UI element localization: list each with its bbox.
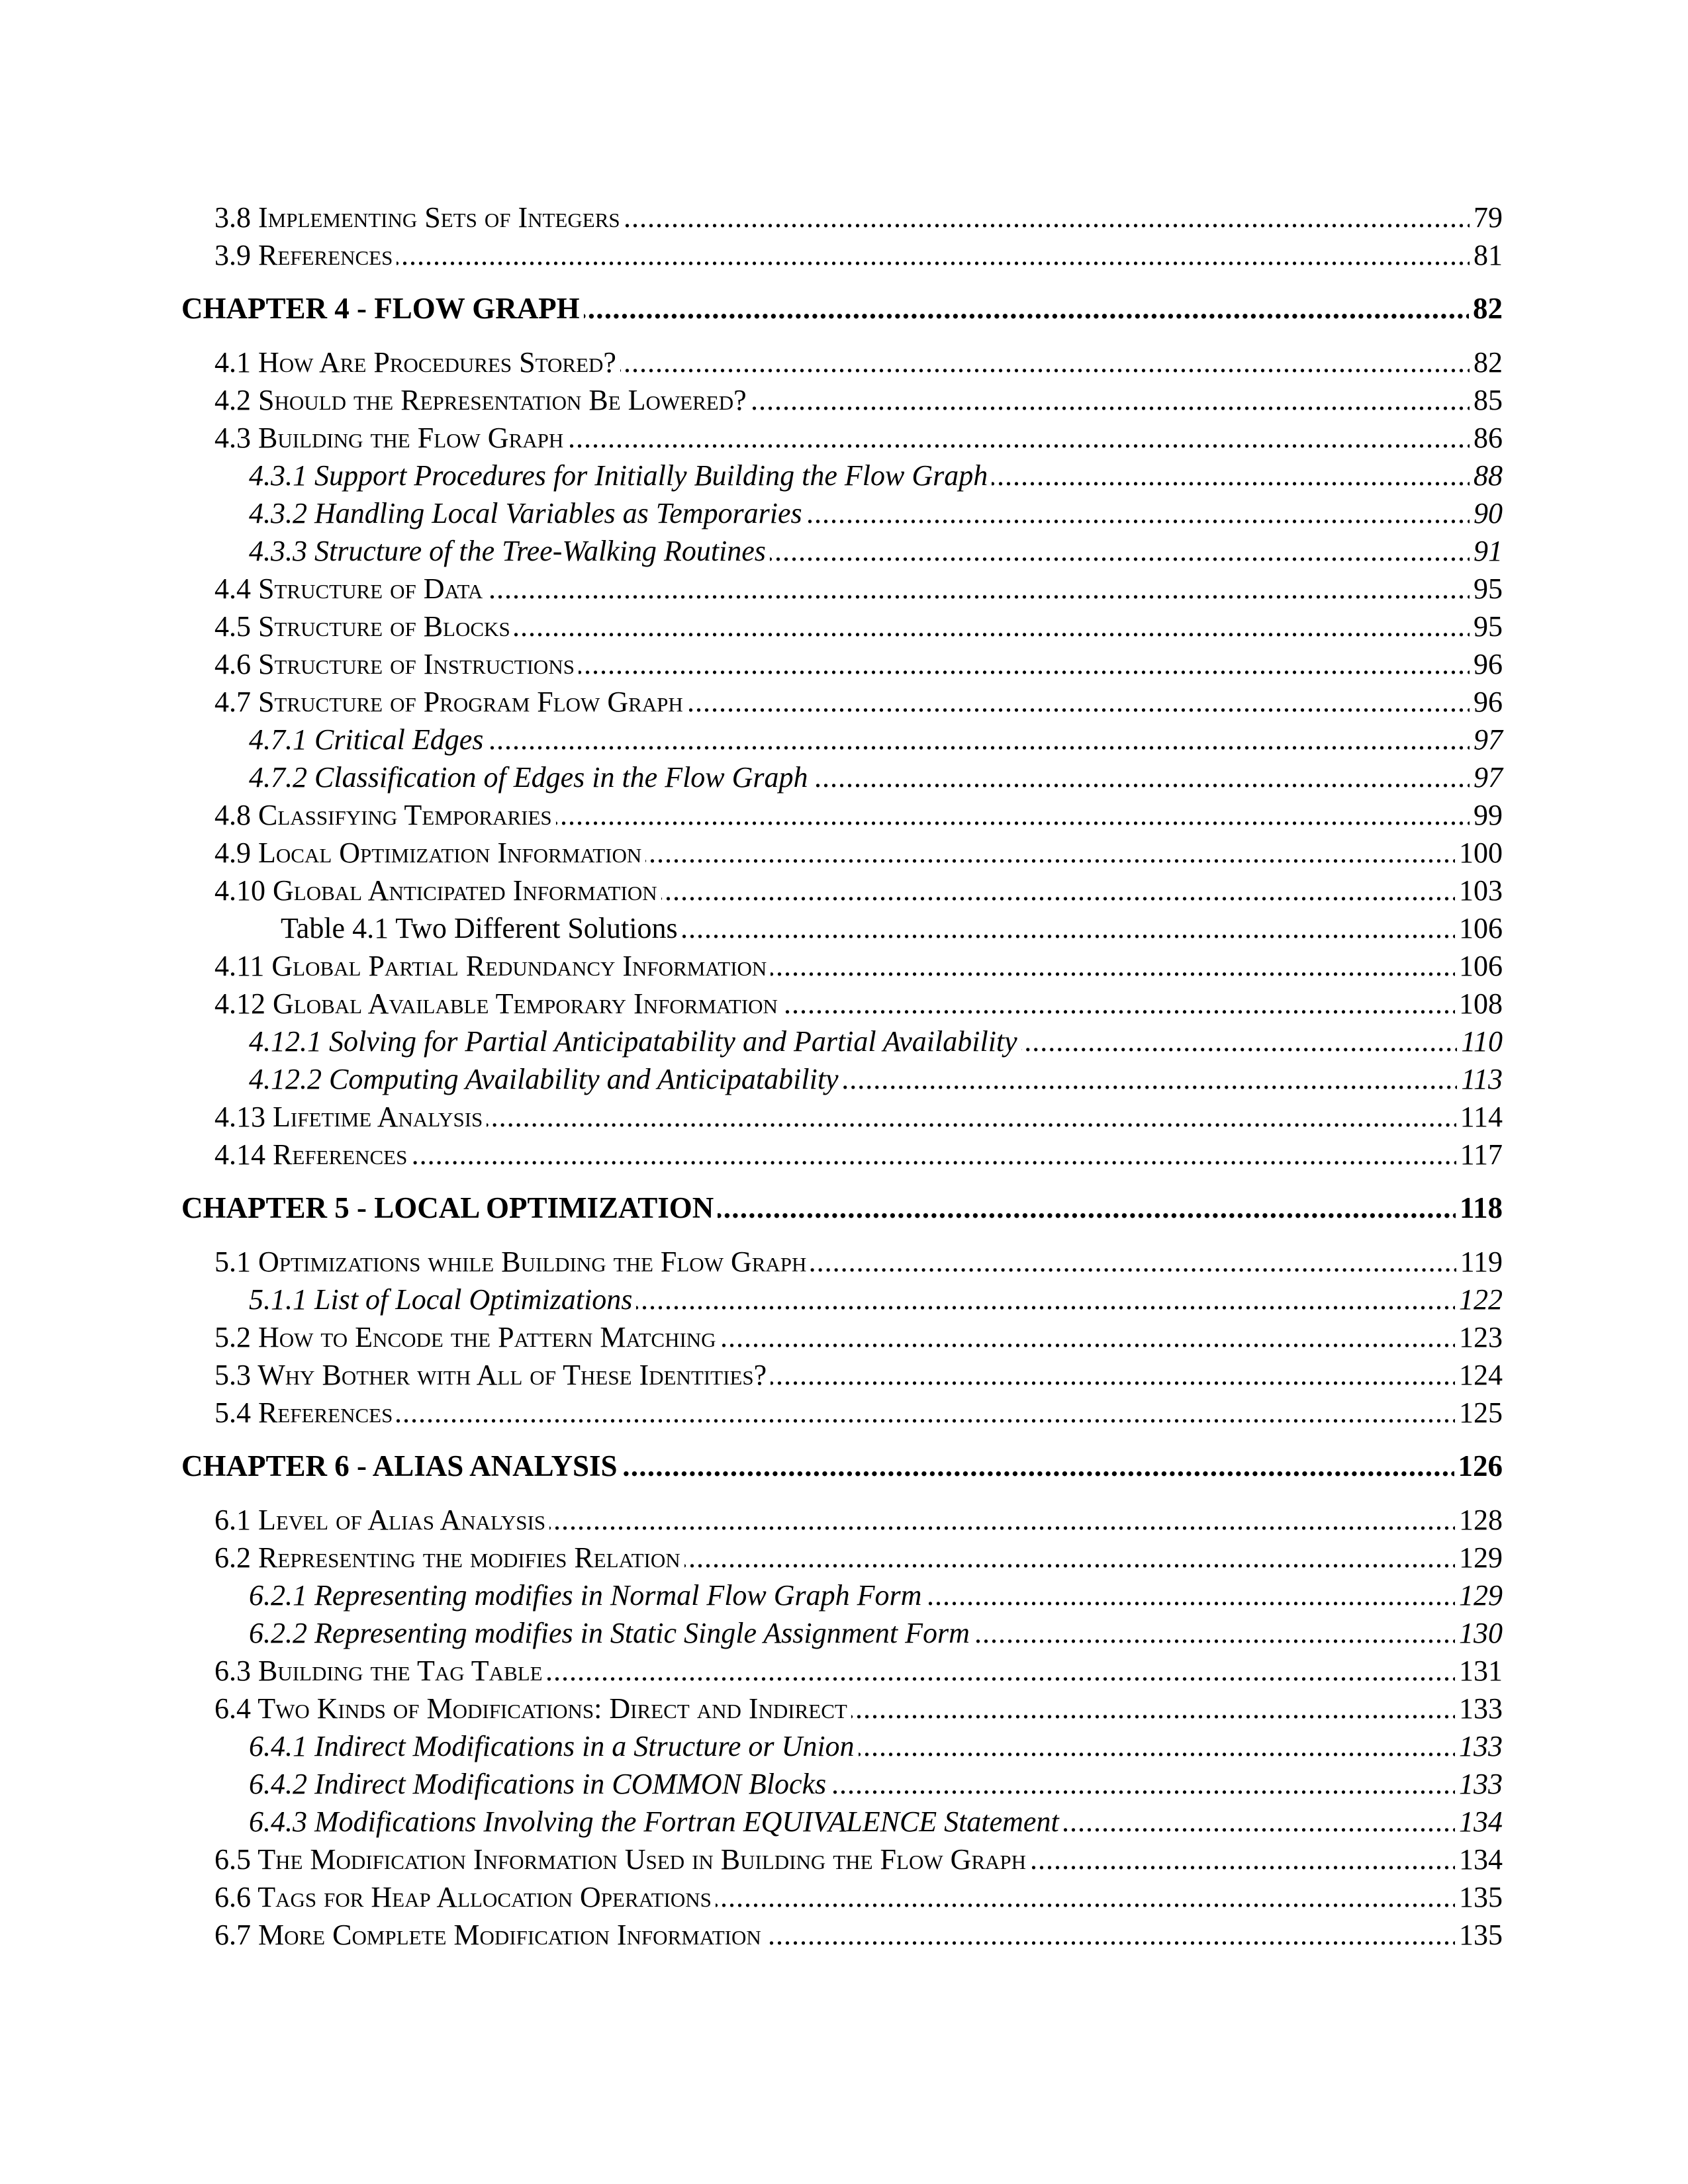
toc-entry-title: 4.3 Building the Flow Graph <box>214 422 564 454</box>
toc-page-number: 97 <box>1474 761 1503 794</box>
dot-leader <box>771 947 1455 985</box>
toc-entry <box>181 1539 1503 1576</box>
toc-entry-title: 4.3.2 Handling Local Variables as Temporaries <box>249 497 802 529</box>
dot-leader <box>771 1356 1455 1394</box>
toc-entry-title: 4.11 Global Partial Redundancy Information <box>214 950 767 982</box>
toc-entry <box>181 1060 1503 1098</box>
toc-entry <box>181 1803 1503 1841</box>
toc-entry <box>181 236 1503 274</box>
toc-entry <box>181 872 1503 909</box>
toc-entry <box>181 419 1503 457</box>
toc-entry <box>181 608 1503 645</box>
dot-leader <box>925 1576 1455 1614</box>
dot-leader <box>1030 1841 1455 1878</box>
dot-leader <box>636 1281 1455 1318</box>
toc-entry-title: 3.8 Implementing Sets of Integers <box>214 201 620 234</box>
toc-page-number: 86 <box>1474 422 1503 454</box>
toc-page-number: 129 <box>1459 1541 1503 1574</box>
dot-leader <box>567 419 1470 457</box>
toc-entry <box>181 1501 1503 1539</box>
toc-page-number: 95 <box>1474 572 1503 605</box>
toc-entry-title: 6.4.2 Indirect Modifications in COMMON Blocks <box>249 1768 827 1800</box>
toc-entry-title: 6.2.2 Representing modifies in Static Single Assignment Form <box>249 1617 970 1649</box>
toc-page-number: 114 <box>1460 1101 1503 1133</box>
toc-page-number: 119 <box>1460 1246 1503 1278</box>
toc-entry-title: 6.5 The Modification Information Used in Building the Flow Graph <box>214 1843 1027 1876</box>
dot-leader <box>487 1098 1456 1136</box>
dot-leader <box>751 381 1470 419</box>
dot-leader <box>843 1060 1458 1098</box>
dot-leader <box>487 570 1470 608</box>
toc-entry-title: 6.4 Two Kinds of Modifications: Direct and Indirect <box>214 1692 847 1725</box>
toc-entry-title: 4.4 Structure of Data <box>214 572 483 605</box>
toc-entry-title: 4.13 Lifetime Analysis <box>214 1101 483 1133</box>
dot-leader <box>624 199 1470 236</box>
toc-page-number: 129 <box>1459 1579 1503 1612</box>
toc-entry-title: 6.1 Level of Alias Analysis <box>214 1504 546 1536</box>
toc-page-number: 95 <box>1474 610 1503 643</box>
toc-entry-title: 6.4.3 Modifications Involving the Fortran EQUIVALENCE Statement <box>249 1805 1059 1838</box>
toc-entry <box>181 1394 1503 1432</box>
dot-leader <box>549 1501 1455 1539</box>
toc-entry <box>181 1356 1503 1394</box>
dot-leader <box>684 1539 1455 1576</box>
dot-leader <box>682 909 1455 947</box>
toc-page-number: 82 <box>1473 292 1503 325</box>
toc-page-number: 135 <box>1459 1881 1503 1913</box>
toc-page-number: 117 <box>1460 1138 1503 1171</box>
toc-page-number: 85 <box>1474 384 1503 416</box>
toc-page-number: 79 <box>1474 201 1503 234</box>
toc-entry-title: 3.9 References <box>214 239 393 271</box>
toc-entry <box>181 199 1503 236</box>
toc-page-number: 133 <box>1459 1692 1503 1725</box>
toc-entry-title: 4.6 Structure of Instructions <box>214 648 575 680</box>
toc-chapter-heading <box>181 290 1503 328</box>
dot-leader <box>487 721 1470 758</box>
toc-entry <box>181 721 1503 758</box>
toc-entry-title: 4.1 How Are Procedures Stored? <box>214 346 616 379</box>
toc-entry-title: 4.2 Should the Representation Be Lowered? <box>214 384 747 416</box>
toc-entry-title: 5.2 How to Encode the Pattern Matching <box>214 1321 716 1353</box>
toc-entry-title: 4.7 Structure of Program Flow Graph <box>214 686 683 718</box>
toc-page-number: 134 <box>1459 1805 1503 1838</box>
toc-page-number: 125 <box>1459 1396 1503 1429</box>
toc-entry-title: CHAPTER 5 - LOCAL OPTIMIZATION <box>181 1191 714 1224</box>
dot-leader <box>556 796 1470 834</box>
toc-page-number: 96 <box>1474 686 1503 718</box>
toc-entry <box>181 796 1503 834</box>
toc-entry <box>181 947 1503 985</box>
dot-leader <box>579 645 1470 683</box>
toc-page-number: 133 <box>1459 1730 1503 1762</box>
dot-leader <box>720 1318 1455 1356</box>
toc-entry-title: 6.2.1 Representing modifies in Normal Flow Graph Form <box>249 1579 922 1612</box>
toc-entry <box>181 343 1503 381</box>
dot-leader <box>1021 1023 1458 1060</box>
toc-entry <box>181 1136 1503 1173</box>
dot-leader <box>547 1652 1455 1690</box>
dot-leader <box>620 343 1470 381</box>
toc-entry-title: 4.3.3 Structure of the Tree-Walking Routines <box>249 535 766 567</box>
toc-chapter-heading <box>181 1447 1503 1485</box>
toc-page-number: 99 <box>1474 799 1503 831</box>
toc-entry <box>181 1916 1503 1954</box>
toc-page-number: 90 <box>1474 497 1503 529</box>
toc-entry <box>181 1765 1503 1803</box>
toc-entry-title: 5.1.1 List of Local Optimizations <box>249 1283 633 1316</box>
dot-leader <box>584 290 1469 328</box>
toc-page-number: 118 <box>1459 1191 1503 1224</box>
dot-leader <box>806 494 1470 532</box>
dot-leader <box>974 1614 1455 1652</box>
toc-entry <box>181 1727 1503 1765</box>
dot-leader <box>851 1690 1455 1727</box>
toc-entry-title: 4.12.1 Solving for Partial Anticipatability and Partial Availability <box>249 1025 1017 1058</box>
dot-leader <box>622 1447 1454 1485</box>
toc-entry <box>181 1841 1503 1878</box>
toc-page-number: 106 <box>1459 950 1503 982</box>
toc-page-number: 134 <box>1459 1843 1503 1876</box>
toc-entry <box>181 1690 1503 1727</box>
toc-entry <box>181 1878 1503 1916</box>
toc-entry-title: 4.9 Local Optimization Information <box>214 837 642 869</box>
toc-page-number: 130 <box>1459 1617 1503 1649</box>
table-of-contents <box>181 199 1503 1954</box>
toc-entry <box>181 570 1503 608</box>
toc-entry-title: 6.7 More Complete Modification Information <box>214 1919 761 1951</box>
toc-entry-title: 6.6 Tags for Heap Allocation Operations <box>214 1881 712 1913</box>
toc-entry <box>181 683 1503 721</box>
dot-leader <box>810 1243 1456 1281</box>
dot-leader <box>765 1916 1455 1954</box>
toc-page-number: 124 <box>1459 1359 1503 1391</box>
dot-leader <box>397 1394 1455 1432</box>
toc-entry <box>181 494 1503 532</box>
toc-entry <box>181 985 1503 1023</box>
toc-page-number: 82 <box>1474 346 1503 379</box>
toc-entry <box>181 758 1503 796</box>
dot-leader <box>411 1136 1456 1173</box>
toc-entry <box>181 1023 1503 1060</box>
toc-entry-title: 5.3 Why Bother with All of These Identities? <box>214 1359 767 1391</box>
toc-entry-title: 4.8 Classifying Temporaries <box>214 799 552 831</box>
dot-leader <box>661 872 1455 909</box>
toc-entry-title: 6.4.1 Indirect Modifications in a Structure or Union <box>249 1730 855 1762</box>
toc-entry <box>181 1098 1503 1136</box>
toc-entry-title: CHAPTER 4 - FLOW GRAPH <box>181 292 580 325</box>
toc-entry <box>181 1281 1503 1318</box>
toc-page-number: 113 <box>1461 1063 1503 1095</box>
toc-entry <box>181 457 1503 494</box>
toc-page-number: 128 <box>1459 1504 1503 1536</box>
toc-page-number: 103 <box>1459 874 1503 907</box>
toc-page-number: 100 <box>1459 837 1503 869</box>
toc-entry-title: 6.3 Building the Tag Table <box>214 1655 543 1687</box>
toc-entry <box>181 645 1503 683</box>
dot-leader <box>812 758 1470 796</box>
toc-page-number: 110 <box>1461 1025 1503 1058</box>
toc-entry-title: 5.4 References <box>214 1396 393 1429</box>
toc-page-number: 91 <box>1474 535 1503 567</box>
toc-entry-title: 4.7.2 Classification of Edges in the Flow Graph <box>249 761 808 794</box>
toc-page-number: 135 <box>1459 1919 1503 1951</box>
dot-leader <box>1063 1803 1455 1841</box>
dot-leader <box>645 834 1455 872</box>
dot-leader <box>770 532 1470 570</box>
toc-entry-title: 5.1 Optimizations while Building the Flow Graph <box>214 1246 807 1278</box>
toc-page-number: 81 <box>1474 239 1503 271</box>
toc-chapter-heading <box>181 1189 1503 1227</box>
toc-page-number: 108 <box>1459 987 1503 1020</box>
toc-entry-title: 4.5 Structure of Blocks <box>214 610 510 643</box>
toc-page-number: 126 <box>1458 1449 1503 1482</box>
dot-leader <box>782 985 1455 1023</box>
toc-page-number: 96 <box>1474 648 1503 680</box>
dot-leader <box>992 457 1470 494</box>
toc-entry-title: CHAPTER 6 - ALIAS ANALYSIS <box>181 1449 618 1482</box>
toc-page-number: 97 <box>1474 723 1503 756</box>
toc-page-number: 133 <box>1459 1768 1503 1800</box>
toc-entry-title: 4.14 References <box>214 1138 408 1171</box>
toc-entry <box>181 1243 1503 1281</box>
dot-leader <box>687 683 1470 721</box>
toc-entry <box>181 1576 1503 1614</box>
toc-entry-title: Table 4.1 Two Different Solutions <box>281 912 678 944</box>
toc-entry-title: 4.3.1 Support Procedures for Initially Building the Flow Graph <box>249 459 988 492</box>
toc-entry <box>181 834 1503 872</box>
toc-entry <box>181 1652 1503 1690</box>
toc-entry-title: 4.12.2 Computing Availability and Anticipatability <box>249 1063 839 1095</box>
toc-entry <box>181 532 1503 570</box>
toc-page-number: 123 <box>1459 1321 1503 1353</box>
dot-leader <box>718 1189 1456 1227</box>
toc-entry-title: 4.10 Global Anticipated Information <box>214 874 657 907</box>
toc-entry-title: 4.7.1 Critical Edges <box>249 723 484 756</box>
dot-leader <box>514 608 1470 645</box>
dot-leader <box>716 1878 1455 1916</box>
toc-page-number: 122 <box>1459 1283 1503 1316</box>
toc-entry <box>181 1614 1503 1652</box>
toc-page-number: 106 <box>1459 912 1503 944</box>
toc-page-number: 131 <box>1459 1655 1503 1687</box>
dot-leader <box>859 1727 1455 1765</box>
toc-entry <box>181 1318 1503 1356</box>
toc-page-number: 88 <box>1474 459 1503 492</box>
toc-entry-title: 6.2 Representing the modifies Relation <box>214 1541 680 1574</box>
toc-entry-title: 4.12 Global Available Temporary Information <box>214 987 778 1020</box>
dot-leader <box>397 236 1470 274</box>
toc-entry <box>181 909 1503 947</box>
toc-entry <box>181 381 1503 419</box>
dot-leader <box>830 1765 1455 1803</box>
